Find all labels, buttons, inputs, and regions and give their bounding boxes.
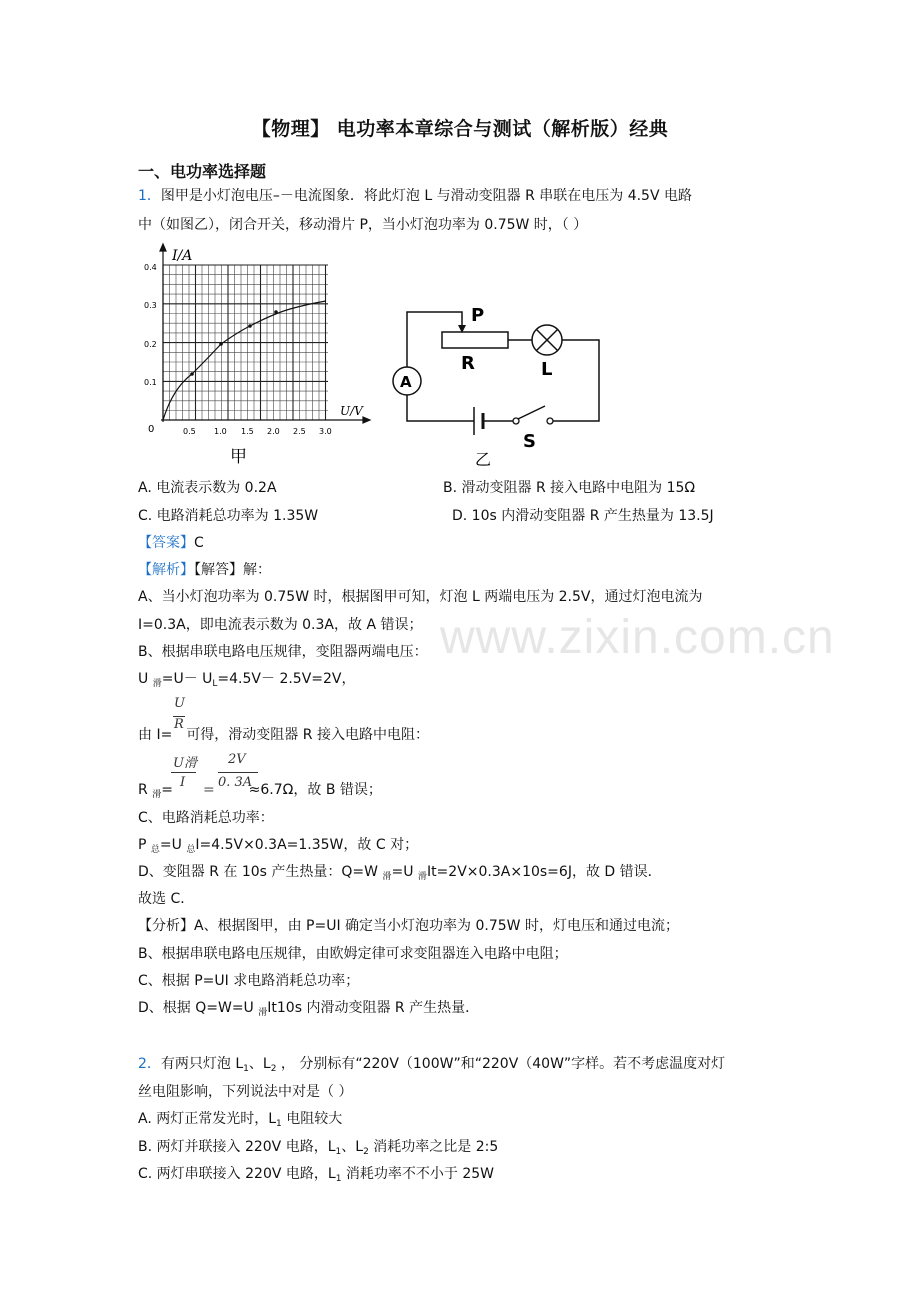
q1-stem-1: 图甲是小灯泡电压–－电流图象．将此灯泡 L 与滑动变阻器 R 串联在电压为 4.5V 电路 <box>160 188 692 204</box>
q2-sub: 2 <box>270 1064 277 1074</box>
eq-sub: L <box>212 679 218 689</box>
graph-xlabel: U/V <box>340 404 363 418</box>
eq-part: D、变阻器 R 在 10s 产生热量：Q=W <box>138 864 383 880</box>
q2-number: 2． <box>138 1056 161 1072</box>
solution-tag: 【解答】解： <box>194 562 271 578</box>
q1-option-b: B. 滑动变阻器 R 接入电路中电阻为 15Ω <box>443 480 696 496</box>
solution-b-1: B、根据串联电路电压规律，变阻器两端电压： <box>138 644 428 660</box>
label-P: P <box>471 305 485 326</box>
frac-u-num: U <box>174 696 185 711</box>
graph-axes <box>160 244 370 423</box>
eq-part: =U <box>159 837 187 853</box>
section-heading: 一、电功率选择题 <box>138 162 267 181</box>
watermark: www.zixin.com.cn <box>440 611 835 664</box>
label-L: L <box>541 359 553 380</box>
rheostat-body <box>442 332 508 348</box>
eq-part: 可得，滑动变阻器 R 接入电路中电阻： <box>186 727 429 743</box>
eq-part: U <box>138 671 153 687</box>
frac-u-slide-num: U滑 <box>173 756 197 771</box>
iv-curve <box>163 301 326 420</box>
analysis-1: 【分析】A、根据图甲，由 P=UI 确定当小灯泡功率为 0.75W 时，灯电压和通过电流； <box>138 918 679 934</box>
q2-line-1 <box>138 1054 725 1079</box>
q1-option-c: C. 电路消耗总功率为 1.35W <box>138 508 319 524</box>
solution-b-4 <box>138 780 382 805</box>
xtick-15: 1.5 <box>241 427 254 436</box>
ammeter-icon <box>393 367 421 395</box>
graph-origin: 0 <box>148 424 155 435</box>
q2-part: 消耗功率不不小于 25W <box>341 1166 494 1182</box>
eq-part: P <box>138 837 151 853</box>
xtick-20: 2.0 <box>267 427 280 436</box>
eq-part: =U－ U <box>161 671 213 687</box>
xtick-30: 3.0 <box>319 427 332 436</box>
frac-r-den: R <box>174 717 184 732</box>
eq-sub: 总 <box>186 845 196 855</box>
eq-part: =4.5V－ 2.5V=2V， <box>217 671 356 687</box>
ytick-04: 0.4 <box>144 263 157 272</box>
xtick-10: 1.0 <box>214 427 227 436</box>
q1-line-1 <box>138 186 692 206</box>
eq-sub: 滑 <box>417 872 427 882</box>
analysis-3: C、根据 P=UI 求电路消耗总功率； <box>138 973 360 989</box>
eq-sub: 滑 <box>152 679 162 689</box>
frac-2v-num: 2V <box>228 752 246 767</box>
solution-a-1: A、当小灯泡功率为 0.75W 时，根据图甲可知，灯泡 L 两端电压为 2.5V，通过灯泡电流为 <box>138 589 703 605</box>
q2-option-b <box>138 1137 498 1162</box>
q2-part: C. 两灯串联接入 220V 电路，L <box>138 1166 336 1182</box>
analysis-tag: 【解析】 <box>138 562 194 578</box>
iv-graph <box>138 240 378 470</box>
eq-part: D、根据 Q=W=U <box>138 1000 259 1016</box>
q2-part: 电阻较大 <box>281 1111 343 1127</box>
q2-part: 、L <box>248 1056 271 1072</box>
eq-sub: 滑 <box>152 790 162 800</box>
eq-sub: 滑 <box>258 1008 268 1018</box>
eq-part: = <box>202 782 215 798</box>
battery-icon <box>474 407 483 435</box>
q1-analysis-head <box>138 560 271 580</box>
eq-part: ≈6.7Ω，故 B 错误； <box>248 782 382 798</box>
q2-sub: 1 <box>276 1119 282 1129</box>
graph-caption: 甲 <box>230 447 247 467</box>
q2-part: ， 分别标有“220V（100W”和“220V（40W”字样。若不考虑温度对灯 <box>276 1056 726 1072</box>
analysis-4 <box>138 998 479 1023</box>
q2-part: 有两只灯泡 L <box>160 1056 244 1072</box>
answer-value: C <box>194 535 204 551</box>
label-S: S <box>523 431 536 452</box>
label-A: A <box>400 373 412 391</box>
circuit-caption: 乙 <box>475 450 492 469</box>
q2-part: A. 两灯正常发光时，L <box>138 1111 277 1127</box>
frac-bar <box>171 772 196 773</box>
eq-sub: 总 <box>150 845 160 855</box>
q2-part: 消耗功率之比是 2:5 <box>368 1139 499 1155</box>
eq-part: 由 I= <box>138 727 173 743</box>
eq-part: = <box>161 782 173 798</box>
q1-option-d: D. 10s 内滑动变阻器 R 产生热量为 13.5J <box>452 508 714 524</box>
frac-i-den: I <box>180 775 186 790</box>
q2-option-a <box>138 1109 342 1134</box>
graph-major-grid <box>163 265 328 420</box>
eq-part: =U <box>391 864 418 880</box>
solution-a-2: I=0.3A，即电流表示数为 0.3A，故 A 错误； <box>138 617 423 633</box>
eq-part: I=4.5V×0.3A=1.35W，故 C 对； <box>195 837 419 853</box>
eq-sub: 滑 <box>382 872 392 882</box>
q1-number: 1． <box>138 188 161 204</box>
circuit-wires <box>407 312 599 421</box>
frac-03a-den: 0. 3A <box>218 775 253 790</box>
solution-c-2 <box>138 835 418 860</box>
solution-c-1: C、电路消耗总功率： <box>138 810 274 826</box>
frac-bar <box>218 772 258 773</box>
solution-b-2 <box>138 669 356 694</box>
q2-stem-2: 丝电阻影响，下列说法中对是（ ） <box>138 1084 353 1100</box>
eq-part: R <box>138 782 153 798</box>
q1-option-a: A. 电流表示数为 0.2A <box>138 480 277 496</box>
ytick-01: 0.1 <box>144 378 157 387</box>
q2-part: B. 两灯并联接入 220V 电路，L <box>138 1139 336 1155</box>
q1-answer-line <box>138 533 204 553</box>
conclusion: 故选 C． <box>138 891 195 907</box>
eq-part: It10s 内滑动变阻器 R 产生热量． <box>267 1000 480 1016</box>
q2-part: 、L <box>341 1139 364 1155</box>
q2-sub: 1 <box>243 1064 249 1074</box>
ytick-03: 0.3 <box>144 301 157 310</box>
q2-sub: 2 <box>363 1147 369 1157</box>
circuit-diagram <box>385 295 615 475</box>
solution-d-1 <box>138 862 662 887</box>
page-title: 【物理】 电功率本章综合与测试（解析版）经典 <box>251 118 669 140</box>
q2-sub: 1 <box>335 1174 342 1184</box>
q2-sub: 1 <box>335 1147 342 1157</box>
xtick-05: 0.5 <box>183 427 196 436</box>
xtick-25: 2.5 <box>293 427 306 436</box>
q2-option-c <box>138 1164 494 1189</box>
analysis-2: B、根据串联电路电压规律，由欧姆定律可求变阻器连入电路中电阻； <box>138 946 568 962</box>
eq-part: It=2V×0.3A×10s=6J，故 D 错误． <box>426 864 662 880</box>
ytick-02: 0.2 <box>144 340 157 349</box>
graph-ylabel: I/A <box>172 248 193 264</box>
lamp-icon <box>532 325 562 355</box>
label-R: R <box>461 353 475 374</box>
solution-b-3 <box>138 725 429 745</box>
answer-tag: 【答案】 <box>138 535 194 551</box>
switch-icon <box>513 406 553 424</box>
q1-stem-2: 中（如图乙），闭合开关，移动滑片 P，当小灯泡功率为 0.75W 时，（ ） <box>138 217 588 233</box>
